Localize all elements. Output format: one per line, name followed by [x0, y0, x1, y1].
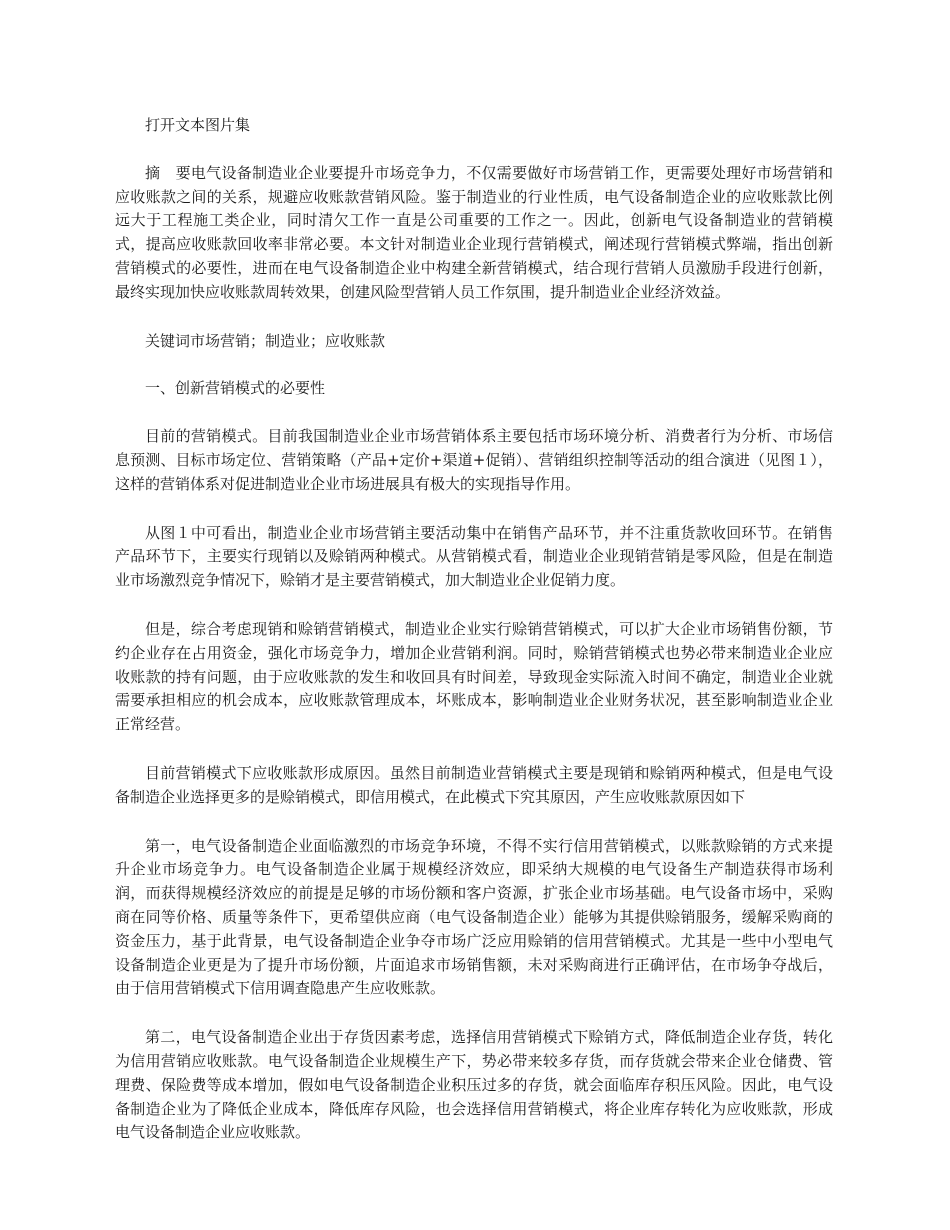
open-gallery-text: 打开文本图片集	[145, 116, 251, 134]
body-paragraph: 但是，综合考虑现销和赊销营销模式，制造业企业实行赊销营销模式，可以扩大企业市场销售份额，节约企业存在占用资金，强化市场竞争力，增加企业营销利润。同时，赊销营销模式也势必带来制造业企业应收账款的持有问题，由于应收账款的发生和收回具有时间差，导致现金实际流入时间不确定，制造业企业就需要承担相应的机会成本，应收账款管理成本，坏账成本，影响制造业企业财务状况，甚至影响制造业企业正常经营。	[115, 619, 833, 734]
section-heading: 一、创新营销模式的必要性	[145, 379, 326, 398]
body-paragraph: 目前的营销模式。目前我国制造业企业市场营销体系主要包括市场环境分析、消费者行为分析、市场信息预测、目标市场定位、营销策略（产品+定价+渠道+促销）、营销组织控制等活动的组合演进（见图１），这样的营销体系对促进制造业企业市场进展具有极大的实现指导作用。	[115, 427, 833, 493]
abstract-paragraph: 摘 要电气设备制造业企业要提升市场竞争力，不仅需要做好市场营销工作，更需要处理好市场营销和应收账款之间的关系，规避应收账款营销风险。鉴于制造业的行业性质，电气设备制造企业的应收账款比例远大于工程施工类企业，同时清欠工作一直是公司重要的工作之一。因此，创新电气设备制造业的营销模式，提高应收账款回收率非常必要。本文针对制造业企业现行营销模式，阐述现行营销模式弊端，指出创新营销模式的必要性，进而在电气设备制造企业中构建全新营销模式，结合现行营销人员激励手段进行创新，最终实现加快应收账款周转效果，创建风险型营销人员工作氛围，提升制造业企业经济效益。	[115, 163, 833, 301]
body-paragraph: 第二，电气设备制造企业出于存货因素考虑，选择信用营销模式下赊销方式，降低制造企业存货，转化为信用营销应收账款。电气设备制造企业规模生产下，势必带来较多存货，而存货就会带来企业仓储费、管理费、保险费等成本增加，假如电气设备制造企业积压过多的存货，就会面临库存积压风险。因此，电气设备制造企业为了降低企业成本，降低库存风险，也会选择信用营销模式，将企业库存转化为应收账款，形成电气设备制造企业应收账款。	[115, 1028, 833, 1142]
body-paragraph: 目前营销模式下应收账款形成原因。虽然目前制造业营销模式主要是现销和赊销两种模式，但是电气设备制造企业选择更多的是赊销模式，即信用模式，在此模式下究其原因，产生应收账款原因如下	[115, 763, 833, 806]
body-paragraph: 从图１中可看出，制造业企业市场营销主要活动集中在销售产品环节，并不注重货款收回环节。在销售产品环节下，主要实行现销以及赊销两种模式。从营销模式看，制造业企业现销营销是零风险，但是在制造业市场激烈竞争情况下，赊销才是主要营销模式，加大制造业企业促销力度。	[115, 523, 833, 590]
body-paragraph: 第一，电气设备制造企业面临激烈的市场竞争环境，不得不实行信用营销模式，以账款赊销的方式来提升企业市场竞争力。电气设备制造企业属于规模经济效应，即采纳大规模的电气设备生产制造获得市场利润，而获得规模经济效应的前提是足够的市场份额和客户资源，扩张企业市场基础。电气设备市场中，采购商在同等价格、质量等条件下，更希望供应商（电气设备制造企业）能够为其提供赊销服务，缓解采购商的资金压力，基于此背景，电气设备制造企业争夺市场广泛应用赊销的信用营销模式。尤其是一些中小型电气设备制造企业更是为了提升市场份额，片面追求市场销售额，未对采购商进行正确评估，在市场争夺战后，由于信用营销模式下信用调查隐患产生应收账款。	[115, 836, 833, 998]
document-body	[115, 114, 833, 1170]
keywords-paragraph: 关键词市场营销；制造业；应收账款	[145, 331, 386, 350]
